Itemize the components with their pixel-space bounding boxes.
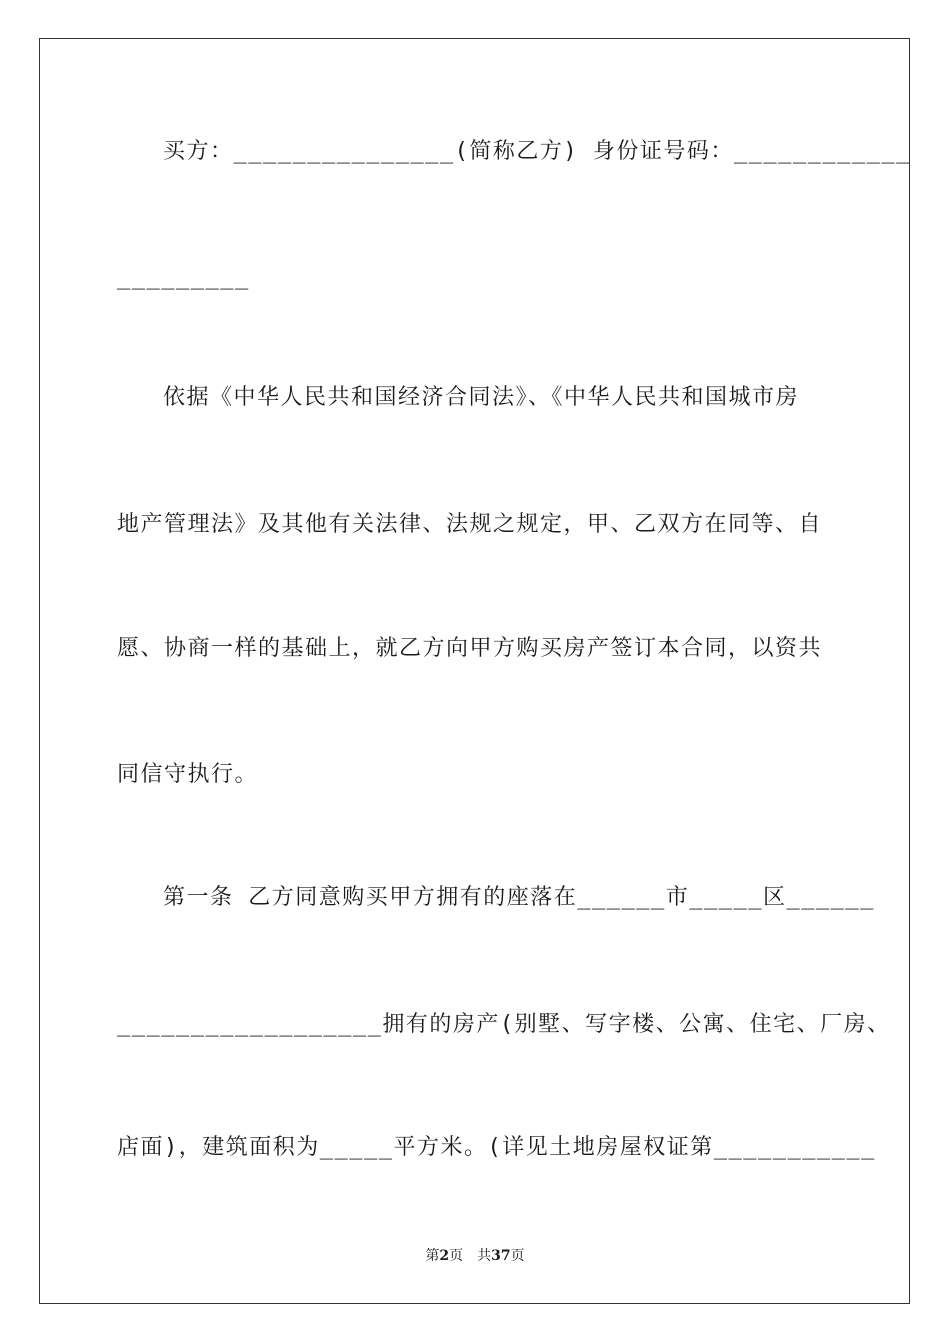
preamble-line-4: 同信守执行。: [117, 762, 259, 787]
preamble-line-2: 地产管理法》及其他有关法律、法规之规定，甲、乙双方在同等、自: [117, 512, 823, 537]
buyer-id-continuation: _________: [117, 265, 250, 290]
article-1-line-1: 第一条 乙方同意购买甲方拥有的座落在______市_____区______: [163, 885, 875, 910]
page-border: [39, 38, 910, 1304]
footer-page-total: 37: [491, 1248, 511, 1264]
footer-total-prefix: 共: [477, 1248, 492, 1264]
footer-page-suffix: 页: [449, 1248, 464, 1264]
footer-total-suffix: 页: [510, 1248, 525, 1264]
footer-page-current: 2: [439, 1248, 450, 1264]
preamble-line-3: 愿、协商一样的基础上，就乙方向甲方购买房产签订本合同，以资共: [117, 636, 823, 661]
footer-page-prefix: 第: [425, 1248, 440, 1264]
page-footer: [0, 1247, 950, 1265]
buyer-line: 买方：_______________(简称乙方) 身份证号码：____________: [163, 139, 911, 164]
preamble-line-1: 依据《中华人民共和国经济合同法》、《中华人民共和国城市房: [163, 385, 800, 410]
article-1-line-3: 店面)，建筑面积为_____平方米。(详见土地房屋权证第___________: [117, 1135, 876, 1160]
article-1-line-2: __________________拥有的房产(别墅、写字楼、公寓、住宅、厂房、: [117, 1012, 891, 1037]
